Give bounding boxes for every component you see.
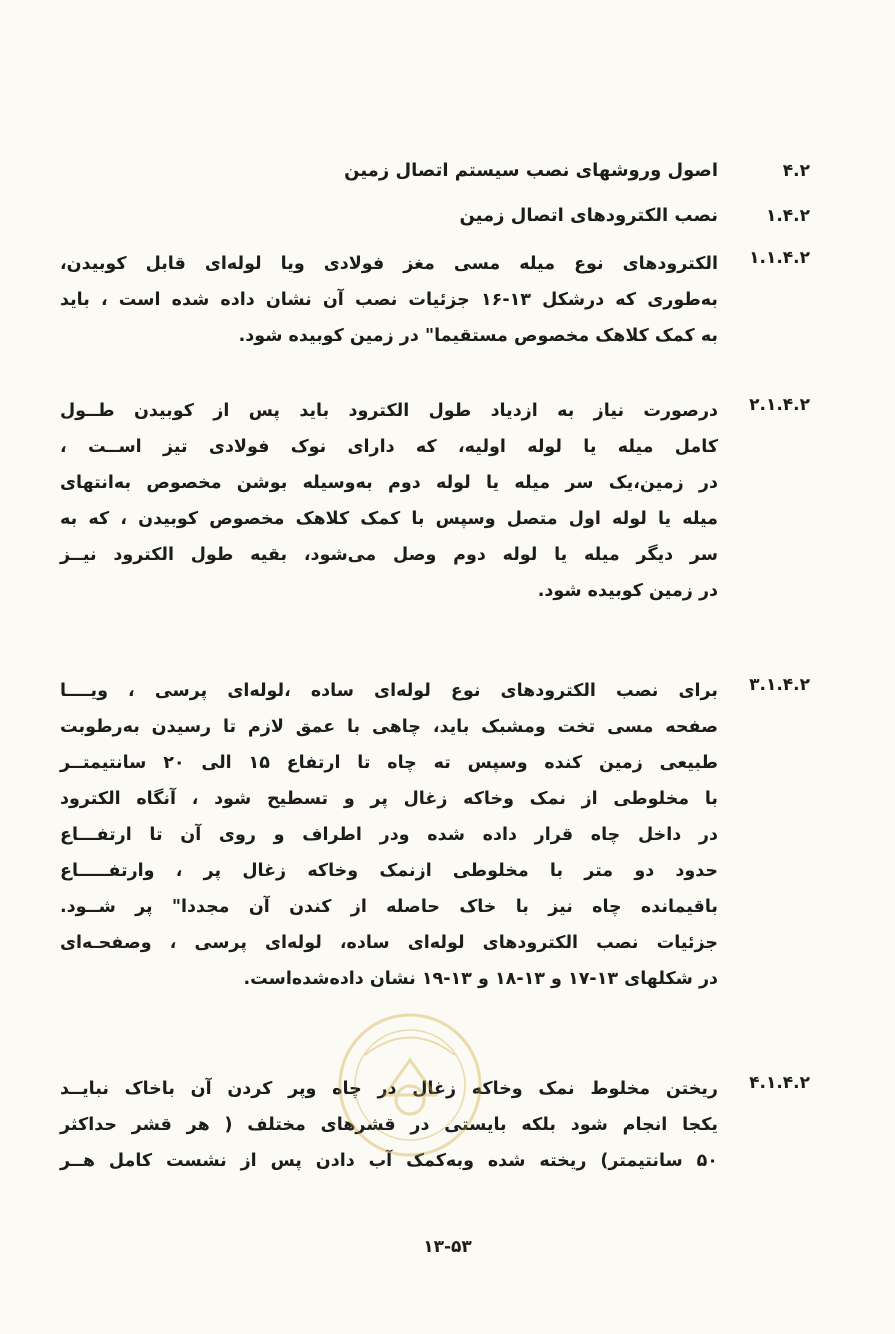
paragraph-line: در زمین کوبیده شود. xyxy=(537,581,718,601)
paragraph-line: در زمین،یک سر میله یا لوله دوم به‌وسیله بوشن مخصوص به‌انتهای xyxy=(60,473,718,493)
paragraph-line: کامل میله یا لوله اولیه، که دارای نوک فولادی تیز اســت ، xyxy=(60,437,718,457)
paragraph-line: در شکلهای ۱۳-۱۷ و ۱۳-۱۸ و ۱۳-۱۹ نشان داده‌شده‌است. xyxy=(243,969,718,989)
paragraph-body xyxy=(60,393,718,609)
paragraph-line: برای نصب الکترودهای نوع لوله‌ای ساده ،لوله‌ای پرسی ، ویــــا xyxy=(60,681,718,701)
section-title: اصول وروشهای نصب سیستم اتصال زمین xyxy=(344,160,718,181)
paragraph-line: درصورت نیاز به ازدیاد طول الکترود باید پس از کوبیدن طــول xyxy=(60,401,718,421)
paragraph-line: میله یا لوله اول متصل وسپس با کمک کلاهک مخصوص کوبیدن ، که به xyxy=(60,509,718,529)
paragraph-line: یکجا انجام شود بلکه بایستی در قشرهای مختلف ( هر قشر حداکثر xyxy=(60,1115,718,1135)
section-title: نصب الکترودهای اتصال زمین xyxy=(459,205,718,226)
paragraph-line: ۵۰ سانتیمتر) ریخته شده وبه‌کمک آب دادن پس از نشست کامل هــر xyxy=(60,1151,718,1171)
section-number: ۴.۲ xyxy=(782,161,810,181)
watermark-seal-icon xyxy=(325,1000,495,1170)
paragraph-number: ۱.۱.۴.۲ xyxy=(749,248,810,268)
paragraph-line: با مخلوطی از نمک وخاکه زغال پر و تسطیح شود ، آنگاه الکترود xyxy=(60,789,718,809)
paragraph-body xyxy=(60,673,718,997)
section-heading-4-2 xyxy=(60,160,810,181)
page-number: ۱۳-۵۳ xyxy=(423,1237,472,1257)
paragraph-line: ریختن مخلوط نمک وخاکه زغال در چاه وپر کردن آن باخاک نبایــد xyxy=(60,1079,718,1099)
paragraph-line: به‌طوری که درشکل ۱۳-۱۶ جزئیات نصب آن نشان داده شده است ، باید xyxy=(60,290,718,310)
paragraph-line: حدود دو متر با مخلوطی ازنمک وخاکه زغال پر ، وارتفـــــاع xyxy=(60,861,718,881)
paragraph-line: سر دیگر میله یا لوله دوم وصل می‌شود، بقیه طول الکترود نیــز xyxy=(60,545,718,565)
paragraph-line: باقیمانده چاه نیز با خاک حاصله از کندن آن مجددا" پر شــود. xyxy=(60,897,718,917)
paragraph-number: ۳.۱.۴.۲ xyxy=(749,675,810,695)
paragraph-line: طبیعی زمین کنده وسپس ته چاه تا ارتفاع ۱۵ الی ۲۰ سانتیمتــر xyxy=(60,753,718,773)
section-number: ۱.۴.۲ xyxy=(765,206,810,226)
paragraph-2-1-4-2 xyxy=(60,393,810,609)
paragraph-line: الکترودهای نوع میله مسی مغز فولادی ویا لوله‌ای قابل کوبیدن، xyxy=(60,254,718,274)
paragraph-line: در داخل چاه قرار داده شده ودر اطراف و روی آن تا ارتفـــاع xyxy=(60,825,718,845)
section-heading-1-4-2 xyxy=(60,205,810,226)
paragraph-line: جزئیات نصب الکترودهای لوله‌ای ساده، لوله‌ای پرسی ، وصفحـه‌ای xyxy=(60,933,718,953)
paragraph-number: ۲.۱.۴.۲ xyxy=(749,395,810,415)
paragraph-body xyxy=(60,246,718,354)
paragraph-line: به کمک کلاهک مخصوص مستقیما" در زمین کوبیده شود. xyxy=(238,326,718,346)
paragraph-line: صفحه مسی تخت ومشبک باید، چاهی با عمق لازم تا رسیدن به‌رطوبت xyxy=(60,717,718,737)
paragraph-number: ۴.۱.۴.۲ xyxy=(749,1073,810,1093)
paragraph-3-1-4-2 xyxy=(60,673,810,997)
paragraph-1-1-4-2 xyxy=(60,246,810,354)
